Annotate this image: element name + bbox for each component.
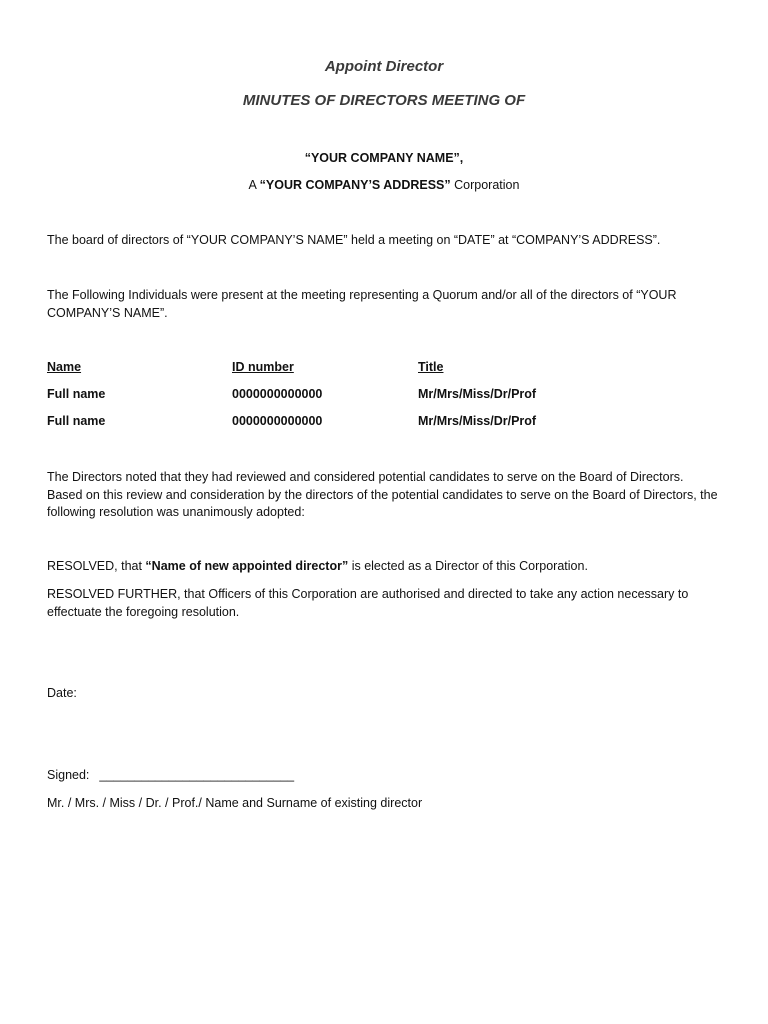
signature-row	[47, 768, 294, 782]
header-title: Title	[418, 360, 444, 374]
resolution-further-paragraph	[47, 586, 719, 621]
resolution-suffix: is elected as a Director of this Corporation.	[348, 559, 588, 573]
resolution-prefix: RESOLVED, that	[47, 559, 146, 573]
resolution-paragraph	[47, 558, 719, 576]
row-name: Full name	[47, 387, 106, 401]
document-title: MINUTES OF DIRECTORS MEETING OF	[242, 92, 526, 109]
row-id-number: 0000000000000	[232, 414, 323, 428]
document-type-heading: Appoint Director	[324, 58, 444, 75]
header-id-number: ID number	[232, 360, 294, 374]
address-prefix: A	[248, 178, 260, 192]
signed-label: Signed:	[47, 768, 90, 782]
company-name: “YOUR COMPANY NAME”,	[304, 151, 464, 165]
resolution-further-line: effectuate the foregoing resolution.	[47, 604, 240, 619]
existing-director-caption: Mr. / Mrs. / Miss / Dr. / Prof./ Name and Surname of existing director	[47, 796, 423, 810]
row-name: Full name	[47, 414, 106, 428]
signature-line: ____________________________	[99, 768, 295, 782]
meeting-paragraph: The board of directors of “YOUR COMPANY’S NAME” held a meeting on “DATE” at “COMPANY’S ADDRESS”.	[47, 233, 661, 247]
new-director-name: “Name of new appointed director”	[145, 559, 349, 573]
row-title: Mr/Mrs/Miss/Dr/Prof	[418, 387, 537, 401]
resolution-further-line: RESOLVED FURTHER, that Officers of this Corporation are authorised and directed to take any action necessary to	[47, 587, 689, 601]
address-suffix: Corporation	[450, 178, 520, 192]
present-paragraph: The Following Individuals were present at the meeting representing a Quorum and/or all of the directors of “YOUR COMPANY’S NAME”.	[47, 288, 677, 320]
date-label: Date:	[47, 686, 77, 700]
row-id-number: 0000000000000	[232, 387, 323, 401]
company-address-line	[0, 178, 768, 192]
review-paragraph: The Directors noted that they had reviewed and considered potential candidates to serve on the Board of Directors. Based on this review and consideration by the directors of the potential candidates to serve on the Board of Directors, the following resolution was unanimously adopted:	[47, 470, 718, 519]
row-title: Mr/Mrs/Miss/Dr/Prof	[418, 414, 537, 428]
header-name: Name	[47, 360, 82, 374]
address-bold: “YOUR COMPANY’S ADDRESS”	[259, 178, 451, 192]
